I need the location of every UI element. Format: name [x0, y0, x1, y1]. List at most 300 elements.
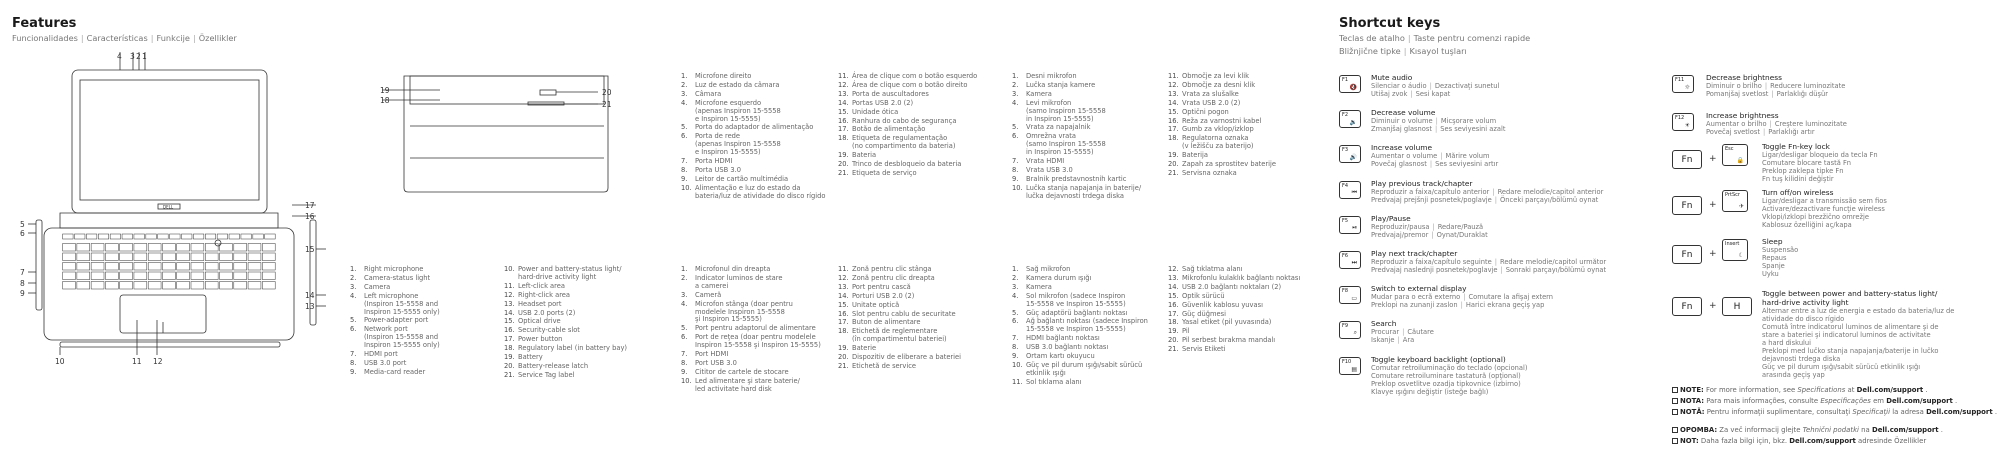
keyboard-key — [148, 253, 161, 261]
keyboard-key — [77, 263, 90, 271]
feature-item — [838, 311, 1003, 319]
label-2: 2 — [136, 52, 141, 61]
shortcut-title: Decrease volume — [1371, 108, 1436, 118]
feature-number: 18. — [838, 327, 849, 336]
feature-item — [1012, 362, 1162, 378]
keyboard-key — [193, 234, 203, 239]
label-1: 1 — [142, 52, 147, 61]
feature-item — [681, 91, 836, 99]
feature-text: Bralnik predstavnostnih kartic — [1026, 174, 1127, 183]
feature-number: 2. — [350, 273, 357, 282]
key-fn: Fn — [1672, 196, 1702, 215]
feature-item — [1168, 302, 1328, 310]
keyboard-key — [220, 253, 233, 261]
feature-item — [1012, 185, 1162, 201]
feature-text: USB 3.0 port — [364, 358, 407, 367]
feature-list-tr — [1012, 266, 1162, 388]
feature-text: Slot pentru cablu de securitate — [852, 309, 956, 318]
support-link[interactable]: Dell.com/support — [1856, 386, 1924, 394]
feature-item — [504, 292, 674, 300]
feature-text: Kamera durum ışığı — [1026, 273, 1092, 282]
feature-item — [1168, 73, 1328, 81]
feature-item — [1168, 126, 1328, 134]
feature-text: Led alimentare şi stare baterie/ led activitate hard disk — [695, 376, 800, 393]
feature-text: Bateria — [852, 151, 877, 160]
feature-item — [504, 283, 674, 291]
feature-item — [1012, 293, 1162, 309]
keyboard-key — [248, 282, 261, 290]
feature-list-pt — [681, 73, 836, 202]
feature-item — [681, 292, 836, 300]
feature-text: Güç adaptörü bağlantı noktası — [1026, 308, 1128, 317]
label-21: 21 — [602, 100, 612, 109]
feature-item — [350, 284, 500, 292]
shortcut-translation: Comutar retroiluminação do teclado (opcional) — [1371, 363, 1528, 372]
keyboard-key — [205, 263, 218, 271]
feature-text: Güç düğmesi — [1182, 309, 1226, 318]
shortcut-title: Play next track/chapter — [1371, 249, 1458, 258]
feature-item — [1012, 158, 1162, 166]
feature-text: Alimentação e luz do estado da bateria/luz de atividade do disco rígido — [695, 183, 826, 200]
plus-sign: + — [1709, 200, 1717, 210]
feature-item — [1168, 346, 1328, 354]
keyboard-key — [262, 244, 275, 252]
key-icon: ⌕ — [1353, 329, 1357, 337]
laptop-lid — [72, 70, 267, 213]
feature-number: 1. — [681, 72, 688, 80]
feature-number: 10. — [504, 265, 515, 273]
support-link[interactable]: Dell.com/support — [1926, 408, 1993, 416]
keyboard-key — [181, 234, 191, 239]
feature-item — [1168, 275, 1328, 283]
keyboard-key — [74, 234, 84, 239]
feature-text: Mikrofonlu kulaklık bağlantı noktası — [1182, 273, 1301, 282]
feature-item — [1168, 311, 1328, 319]
feature-item — [1168, 319, 1328, 327]
feature-number: 2. — [681, 80, 688, 89]
keyboard-key — [162, 272, 175, 280]
subtitle-sl: Funkcije — [156, 33, 190, 43]
keyboard-key — [234, 282, 247, 290]
key-fn: Fn — [1672, 245, 1702, 264]
feature-text: Portas USB 2.0 (2) — [852, 98, 914, 107]
combo-translation: Suspensão — [1762, 246, 1799, 254]
feature-text: Porta HDMI — [695, 157, 733, 166]
feature-text: USB 2.0 ports (2) — [518, 308, 576, 317]
keyboard-key — [148, 263, 161, 271]
feature-text: Reža za varnostni kabel — [1182, 116, 1262, 125]
keyboard-key — [234, 253, 247, 261]
feature-text: Cititor de cartele de stocare — [695, 367, 789, 376]
feature-text: Vrata USB 3.0 — [1026, 165, 1073, 174]
feature-text: Buton de alimentare — [852, 318, 921, 327]
feature-number: 18. — [1168, 318, 1179, 327]
feature-item — [838, 91, 1003, 99]
feature-text: Área de clique com o botão direito — [852, 80, 968, 89]
note-icon — [1672, 398, 1678, 404]
keyboard-key — [191, 253, 204, 261]
feature-item — [681, 176, 836, 184]
keyboard-key — [162, 253, 175, 261]
feature-item — [1168, 91, 1328, 99]
feature-text: Botão de alimentação — [852, 125, 926, 134]
feature-number: 6. — [681, 333, 688, 342]
keyboard-key — [191, 263, 204, 271]
note-icon — [1672, 438, 1678, 444]
feature-item — [1012, 344, 1162, 352]
feature-number: 9. — [681, 367, 688, 376]
shortcut-translation: Iskanje | Ara — [1371, 336, 1415, 345]
keyboard-key — [134, 253, 147, 261]
key-insert: Insert ☾ — [1722, 239, 1748, 261]
keyboard-key — [220, 263, 233, 271]
shortcut-translation: Predvajaj naslednji posnetek/poglavje | Sonraki parçayı/bölümü oynat — [1371, 266, 1607, 274]
feature-number: 7. — [1012, 157, 1019, 166]
keyboard-key — [205, 272, 218, 280]
combo-translation: Uyku — [1762, 270, 1779, 278]
label-12: 12 — [153, 357, 163, 366]
key-f9: F9 ⌕ — [1339, 321, 1361, 339]
feature-item — [681, 266, 836, 274]
feature-number: 20. — [1168, 160, 1179, 169]
feature-text: HDMI bağlantı noktası — [1026, 334, 1100, 343]
feature-text: Optik sürücü — [1182, 291, 1225, 300]
feature-number: 11. — [838, 265, 849, 273]
keyboard-key — [177, 282, 190, 290]
shortcut-translation: Predvajaj prejšnji posnetek/poglavje | Önceki parçayı/bölümü oynat — [1371, 195, 1599, 204]
feature-number: 17. — [838, 125, 849, 134]
feature-item — [838, 345, 1003, 353]
feature-item — [838, 118, 1003, 126]
feature-item — [838, 152, 1003, 160]
feature-item — [350, 360, 500, 368]
feature-text: Vrata USB 2.0 (2) — [1182, 98, 1241, 107]
subtitle-pt: Funcionalidades — [12, 33, 78, 43]
feature-text: Baterie — [852, 344, 877, 353]
feature-number: 8. — [681, 165, 688, 174]
feature-text: Yasal etiket (pil yuvasında) — [1182, 318, 1272, 327]
support-link[interactable]: Dell.com/support — [1886, 397, 1953, 405]
feature-text: Media-card reader — [364, 367, 426, 376]
feature-item — [350, 369, 500, 377]
shortcut-translation: Silenciar o áudio | Dezactivaţi sunetul — [1371, 82, 1500, 90]
feature-text: Microfone esquerdo (apenas Inspiron 15-5558 e Inspiron 15-5555) — [695, 98, 781, 123]
feature-text: Etiqueta de serviço — [852, 168, 917, 177]
feature-item — [1012, 310, 1162, 318]
note: NOTE: For more information, see Specifications at Dell.com/support . — [1672, 386, 1928, 394]
key-f1: F1 🔇 — [1339, 75, 1361, 93]
feature-number: 21. — [1168, 168, 1179, 177]
bottom-chassis — [404, 76, 608, 192]
feature-number: 4. — [681, 98, 688, 107]
feature-item — [1168, 82, 1328, 90]
feature-number: 12. — [838, 273, 849, 282]
feature-number: 8. — [350, 358, 357, 367]
service-tag-label — [528, 102, 564, 105]
feature-text: Port HDMI — [695, 350, 729, 359]
label-10: 10 — [55, 357, 65, 366]
feature-number: 20. — [504, 361, 515, 370]
feature-text: Vrata HDMI — [1026, 157, 1065, 166]
feature-number: 7. — [681, 157, 688, 166]
feature-text: Regulatory label (in battery bay) — [518, 344, 628, 353]
keyboard-key — [220, 282, 233, 290]
shortcut-translation: Preklop osvetlitve ozadja tipkovnice (izbirno) — [1371, 379, 1521, 388]
feature-text: Lučka stanja kamere — [1026, 80, 1096, 89]
feature-number: 14. — [838, 98, 849, 107]
feature-text: Ranhura do cabo de segurança — [852, 116, 957, 125]
feature-text: Servis Etiketi — [1182, 345, 1226, 354]
laptop-front-diagram — [20, 50, 320, 390]
feature-text: Microfone direito — [695, 72, 752, 80]
label-11: 11 — [132, 357, 142, 366]
feature-text: Sol tıklama alanı — [1026, 377, 1082, 386]
feature-text: Kamera — [1026, 89, 1052, 98]
feature-text: Camera — [364, 282, 391, 291]
feature-text: Vrata za slušalke — [1182, 89, 1239, 98]
feature-number: 21. — [838, 168, 849, 177]
feature-item — [504, 354, 674, 362]
keyboard-key — [248, 244, 261, 252]
key-fn: Fn — [1672, 150, 1702, 169]
keyboard-key — [234, 244, 247, 252]
feature-text: Microfon stânga (doar pentru modelele Inspiron 15-5558 şi Inspiron 15-5555) — [695, 299, 793, 324]
feature-number: 1. — [681, 265, 688, 273]
feature-number: 19. — [838, 151, 849, 160]
feature-number: 16. — [504, 326, 515, 335]
feature-number: 1. — [1012, 265, 1019, 273]
feature-item — [1012, 100, 1162, 124]
feature-item — [838, 354, 1003, 362]
feature-number: 10. — [1012, 183, 1023, 192]
feature-item — [1012, 91, 1162, 99]
support-link[interactable]: Dell.com/support — [1871, 426, 1939, 434]
shortcut-title: Increase volume — [1371, 143, 1433, 153]
feature-text: Porta USB 3.0 — [695, 165, 741, 174]
feature-item — [1168, 337, 1328, 345]
feature-number: 13. — [1168, 273, 1179, 282]
feature-number: 3. — [1012, 282, 1019, 291]
feature-number: 13. — [838, 89, 849, 98]
feature-number: 4. — [1012, 291, 1019, 300]
key-prtscr: PrtScr ✈ — [1722, 190, 1748, 212]
feature-item — [350, 351, 500, 359]
feature-number: 15. — [838, 300, 849, 309]
feature-number: 8. — [1012, 165, 1019, 174]
shortcut-title: Shortcut keys — [1339, 16, 1441, 31]
feature-item — [1012, 318, 1162, 334]
keyboard-key — [134, 282, 147, 290]
feature-number: 16. — [1168, 116, 1179, 125]
feature-list-pt-2 — [838, 73, 1003, 179]
feature-item — [838, 293, 1003, 301]
shortcut-translation: Diminuir o volume | Micşorare volum — [1371, 117, 1497, 126]
shortcut-translation: Reproduzir a faixa/capítulo seguinte | Redare melodie/capitol următor — [1371, 258, 1607, 266]
feature-number: 17. — [504, 335, 515, 344]
shortcut-translation: Reproduzir/pausa | Redare/Pauză — [1371, 222, 1484, 231]
front-side-view — [60, 342, 280, 347]
keyboard-key — [77, 244, 90, 252]
keyboard-key — [262, 263, 275, 271]
feature-item — [1168, 135, 1328, 151]
key-icon: 🔉 — [1349, 119, 1357, 127]
feature-number: 18. — [1168, 134, 1179, 143]
keyboard-key — [120, 282, 133, 290]
keyboard-key — [158, 234, 168, 239]
keyboard-key — [63, 253, 76, 261]
shortcut-translation: Mudar para o ecrã externo | Comutare la afişaj extern — [1371, 293, 1554, 302]
feature-number: 20. — [1168, 336, 1179, 345]
keyboard-key — [148, 244, 161, 252]
feature-text: Network port (Inspiron 15-5558 and Inspiron 15-5555 only) — [364, 325, 440, 350]
keyboard-key — [63, 272, 76, 280]
plus-sign: + — [1709, 301, 1717, 311]
keyboard-key — [191, 282, 204, 290]
keyboard-key — [177, 263, 190, 271]
keyboard-key — [77, 282, 90, 290]
feature-text: Optični pogon — [1182, 107, 1229, 116]
dell-logo: DELL — [163, 204, 174, 210]
shortcut-translation: Utišaj zvok | Sesi kapat — [1371, 90, 1451, 98]
feature-item — [1168, 170, 1328, 178]
feature-item — [681, 167, 836, 175]
key-f10: F10 ▤ — [1339, 357, 1361, 375]
laptop-screen — [80, 80, 259, 200]
feature-item — [838, 266, 1003, 274]
laptop-bottom-diagram — [380, 68, 620, 208]
feature-text: Omrežna vrata (samo Inspiron 15-5558 in Inspiron 15-5555) — [1026, 132, 1106, 157]
shortcut-title: Toggle keyboard backlight (optional) — [1371, 354, 1506, 364]
feature-list-tr-2 — [1168, 266, 1328, 355]
feature-text: Battery — [518, 353, 543, 362]
features-title: Features — [12, 16, 77, 31]
feature-number: 9. — [681, 174, 688, 183]
feature-item — [681, 73, 836, 81]
feature-number: 20. — [838, 160, 849, 169]
feature-text: Güvenlik kablosu yuvası — [1182, 300, 1263, 309]
key-icon: ☾ — [1738, 252, 1744, 259]
combo-translation: Preklop zaklepa tipke Fn — [1762, 167, 1844, 175]
feature-number: 21. — [504, 370, 515, 379]
feature-number: 16. — [1168, 300, 1179, 309]
keyboard-key — [77, 253, 90, 261]
feature-number: 14. — [1168, 282, 1179, 291]
feature-item — [838, 319, 1003, 327]
support-link[interactable]: Dell.com/support — [1789, 437, 1856, 445]
feature-text: Camera-status light — [364, 273, 431, 282]
keyboard-key — [262, 282, 275, 290]
combo-translation: Ligar/desligar bloqueio da tecla Fn — [1762, 151, 1878, 159]
keyboard-key — [105, 253, 118, 261]
feature-number: 17. — [1168, 125, 1179, 134]
keyboard-key — [148, 272, 161, 280]
feature-number: 6. — [681, 132, 688, 141]
keyboard-key — [205, 282, 218, 290]
feature-item — [350, 275, 500, 283]
note-icon — [1672, 409, 1678, 415]
feature-item — [838, 73, 1003, 81]
feature-number: 12. — [1168, 80, 1179, 89]
feature-item — [681, 378, 836, 394]
keyboard-key — [63, 244, 76, 252]
feature-number: 15. — [838, 107, 849, 116]
feature-text: Right-click area — [518, 290, 571, 299]
combo-translation: Comută între indicatorul luminos de alimentare şi de stare a bateriei şi indicatorul luminos de activitate a hard diskului — [1762, 323, 1939, 347]
feature-item — [1012, 335, 1162, 343]
feature-number: 19. — [838, 344, 849, 353]
feature-text: Levi mikrofon (samo Inspiron 15-5558 in Inspiron 15-5555) — [1026, 98, 1106, 123]
feature-text: Porta de auscultadores — [852, 89, 929, 98]
keyboard-key — [205, 253, 218, 261]
feature-item — [1012, 379, 1162, 387]
laptop-base — [44, 228, 294, 340]
key-icon: ▤ — [1351, 365, 1357, 373]
keyboard-key — [98, 234, 108, 239]
key-fn: Fn — [1672, 297, 1702, 316]
label-13: 13 — [305, 302, 315, 311]
shortcut-translation: Aumentar o volume | Mărire volum — [1371, 152, 1490, 161]
feature-item — [681, 351, 836, 359]
feature-number: 17. — [1168, 309, 1179, 318]
keyboard-key — [220, 244, 233, 252]
feature-number: 3. — [1012, 89, 1019, 98]
feature-number: 6. — [1012, 132, 1019, 141]
feature-text: Zonă pentru clic dreapta — [852, 273, 935, 282]
combo-translation: Vklopi/izklopi brezžično omrežje — [1762, 213, 1869, 221]
feature-number: 16. — [838, 309, 849, 318]
feature-text: Gumb za vklop/izklop — [1182, 125, 1254, 134]
feature-number: 14. — [504, 308, 515, 317]
keyboard-key — [191, 244, 204, 252]
combo-translation: Preklopi med lučko stanja napajanja/baterije in lučko dejavnosti trdega diska — [1762, 347, 1939, 363]
feature-text: Port pentru adaptorul de alimentare — [695, 324, 816, 333]
keyboard-key — [248, 263, 261, 271]
feature-text: Port USB 3.0 — [695, 358, 737, 367]
combo-translation: Spanje — [1762, 262, 1785, 270]
feature-item — [504, 336, 674, 344]
shortcut-title: Play previous track/chapter — [1371, 178, 1473, 188]
feature-number: 7. — [681, 350, 688, 359]
feature-item — [504, 266, 674, 282]
keyboard-key — [217, 234, 227, 239]
feature-list-en-2 — [504, 266, 674, 381]
feature-item — [1012, 275, 1162, 283]
feature-number: 5. — [1012, 123, 1019, 132]
keyboard-key — [253, 234, 263, 239]
feature-number: 2. — [681, 273, 688, 282]
feature-number: 20. — [838, 353, 849, 362]
feature-number: 7. — [1012, 334, 1019, 343]
feature-item — [838, 135, 1003, 151]
feature-number: 18. — [838, 134, 849, 143]
feature-item — [504, 327, 674, 335]
feature-item — [838, 161, 1003, 169]
feature-number: 12. — [1168, 265, 1179, 273]
note: OPOMBA: Za več informacij glejte Tehnični podatki na Dell.com/support . — [1672, 426, 1943, 434]
feature-text: Optical drive — [518, 317, 561, 326]
keyboard-key — [120, 263, 133, 271]
keyboard-key — [105, 282, 118, 290]
label-7: 7 — [20, 268, 25, 277]
feature-text: Pil — [1182, 327, 1190, 336]
feature-item — [350, 326, 500, 350]
feature-text: Kamera — [1026, 282, 1052, 291]
key-f6: F6 ⏭ — [1339, 251, 1361, 269]
keyboard-key — [91, 282, 104, 290]
shortcut-translation: Zmanjšaj glasnost | Ses seviyesini azalt — [1371, 125, 1506, 134]
feature-number: 1. — [350, 265, 357, 273]
feature-number: 15. — [1168, 291, 1179, 300]
